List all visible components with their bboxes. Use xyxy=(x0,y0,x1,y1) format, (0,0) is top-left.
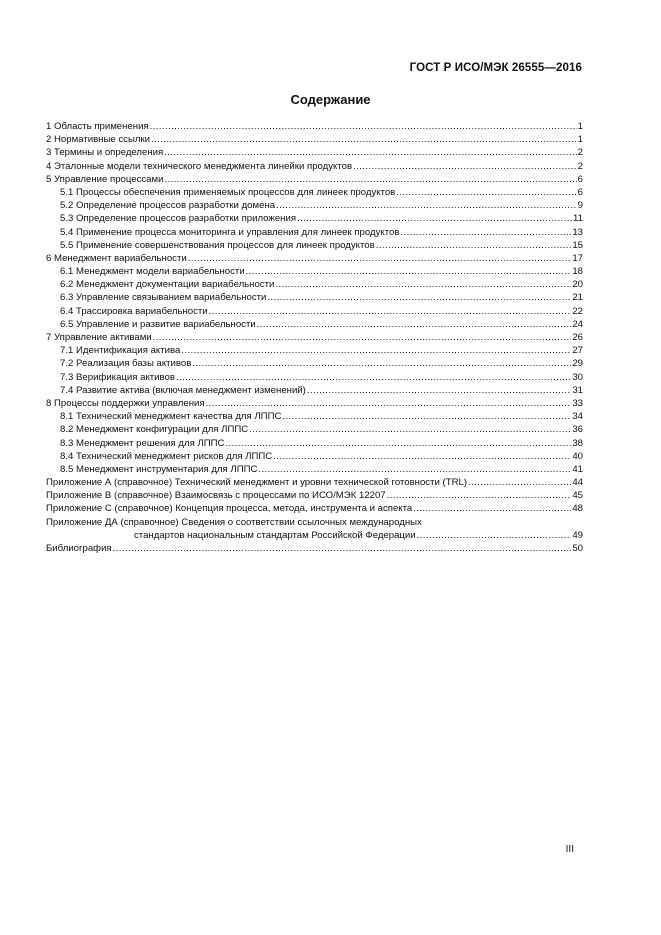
toc-entry-page: 11 xyxy=(573,213,583,225)
toc-entry-page: 20 xyxy=(572,279,583,291)
toc-entry-page: 48 xyxy=(572,503,583,515)
toc-entry-title: 6.3 Управление связыванием вариабельности xyxy=(60,292,267,304)
toc-dot-leader xyxy=(276,199,577,212)
toc-entry-title: 7.3 Верификация активов xyxy=(60,371,175,383)
toc-dot-leader xyxy=(246,265,572,278)
toc-entry[interactable] xyxy=(46,331,583,344)
toc-entry-page: 1 xyxy=(577,134,583,146)
document-code: ГОСТ Р ИСО/МЭК 26555—2016 xyxy=(409,62,582,74)
toc-entry-page: 24 xyxy=(572,318,583,330)
toc-entry[interactable] xyxy=(46,384,583,397)
toc-entry-page: 34 xyxy=(572,411,583,423)
toc-dot-leader xyxy=(417,529,572,542)
toc-entry-appendix-da-line1[interactable] xyxy=(46,516,583,529)
toc-dot-leader xyxy=(153,331,572,344)
toc-entry[interactable] xyxy=(46,291,583,304)
toc-entry-page: 44 xyxy=(572,477,583,489)
toc-entry[interactable] xyxy=(46,397,583,410)
toc-dot-leader xyxy=(225,437,571,450)
toc-entry-page: 45 xyxy=(572,490,583,502)
toc-entry-title: 8.1 Технический менеджмент качества для ЛППС xyxy=(60,411,282,423)
toc-entry-page: 9 xyxy=(577,200,583,212)
toc-entry-title: Приложение ДА (справочное) Сведения о соответствии ссылочных международных xyxy=(46,516,422,528)
toc-entry-page: 6 xyxy=(577,173,583,185)
toc-dot-leader xyxy=(468,476,571,489)
toc-entry-page: 22 xyxy=(572,305,583,317)
toc-dot-leader xyxy=(400,226,571,239)
toc-entry-title: Приложение С (справочное) Концепция процесса, метода, инструмента и аспекта xyxy=(46,503,413,515)
toc-entry-title: 4 Эталонные модели технического менеджмента линейки продуктов xyxy=(46,160,353,172)
toc-entry[interactable] xyxy=(46,265,583,278)
toc-entry-title: 5.1 Процессы обеспечения применяемых процессов для линеек продуктов xyxy=(60,186,396,198)
toc-entry[interactable] xyxy=(46,305,583,318)
toc-entry[interactable] xyxy=(46,252,583,265)
toc-dot-leader xyxy=(151,133,577,146)
toc-entry-title: Приложение А (справочное) Технический менеджмент и уровни технической готовности (TRL) xyxy=(46,477,468,489)
toc-dot-leader xyxy=(396,186,576,199)
toc-entry-title: 8 Процессы поддержки управления xyxy=(46,397,205,409)
toc-dot-leader xyxy=(413,502,571,515)
toc-entry-title: 5.4 Применение процесса мониторинга и управления для линеек продуктов xyxy=(60,226,400,238)
toc-dot-leader xyxy=(181,344,571,357)
toc-entry[interactable] xyxy=(46,133,583,146)
toc-entry-title: Библиография xyxy=(46,543,112,554)
toc-entry[interactable] xyxy=(46,410,583,423)
toc-dot-leader xyxy=(188,252,572,265)
toc-entry[interactable] xyxy=(46,173,583,186)
toc-dot-leader xyxy=(150,120,577,133)
toc-entry[interactable] xyxy=(46,423,583,436)
toc-entry[interactable] xyxy=(46,146,583,159)
toc-entry-page: 36 xyxy=(572,424,583,436)
toc-title: Содержание xyxy=(290,92,371,107)
toc-dot-leader xyxy=(387,489,572,502)
toc-entry-title: стандартов национальным стандартам Российской Федерации xyxy=(134,529,416,541)
toc-dot-leader xyxy=(258,463,571,476)
toc-dot-leader xyxy=(273,450,571,463)
page-number: III xyxy=(565,844,574,855)
toc-entry[interactable] xyxy=(46,357,583,370)
toc-dot-leader xyxy=(164,146,576,159)
toc-entry[interactable] xyxy=(46,344,583,357)
toc-entry-title: 1 Область применения xyxy=(46,121,149,132)
toc-entry[interactable] xyxy=(46,120,583,133)
toc-entry[interactable] xyxy=(46,186,583,199)
toc-dot-leader xyxy=(209,305,572,318)
toc-entry-page: 29 xyxy=(572,358,583,370)
toc-entry[interactable] xyxy=(46,160,583,173)
toc-entry-title: 8.4 Технический менеджмент рисков для ЛППС xyxy=(60,450,273,462)
toc-entry-title: 7 Управление активами xyxy=(46,332,152,343)
toc-entry-page: 26 xyxy=(572,332,583,343)
toc-dot-leader xyxy=(267,291,571,304)
toc-entry[interactable] xyxy=(46,463,583,476)
toc-entry-page: 15 xyxy=(572,239,583,251)
toc-entry-title: Приложение В (справочное) Взаимосвязь с процессами по ИСО/МЭК 12207 xyxy=(46,490,386,502)
toc-entry[interactable] xyxy=(46,450,583,463)
toc-entry-page: 21 xyxy=(572,292,583,304)
toc-entry-page: 38 xyxy=(572,437,583,449)
toc-dot-leader xyxy=(353,160,577,173)
toc-entry-title: 5.3 Определение процессов разработки приложения xyxy=(60,213,297,225)
toc-entry-page: 17 xyxy=(572,252,583,264)
toc-entry[interactable] xyxy=(46,318,583,331)
toc-entry-title: 8.5 Менеджмент инструментария для ЛППС xyxy=(60,463,258,475)
toc-entry-title: 7.2 Реализация базы активов xyxy=(60,358,192,370)
toc-dot-leader xyxy=(376,239,572,252)
table-of-contents xyxy=(46,120,583,555)
toc-entry-title: 6.2 Менеджмент документации вариабельности xyxy=(60,279,275,291)
toc-entry[interactable] xyxy=(46,489,583,502)
toc-entry[interactable] xyxy=(46,199,583,212)
toc-entry-page: 41 xyxy=(572,463,583,475)
toc-entry[interactable] xyxy=(46,226,583,239)
toc-entry-title: 6.1 Менеджмент модели вариабельности xyxy=(60,266,245,278)
toc-entry-title: 6 Менеджмент вариабельности xyxy=(46,252,187,264)
toc-entry-title: 6.5 Управление и развитие вариабельности xyxy=(60,318,256,330)
toc-entry[interactable] xyxy=(46,502,583,515)
toc-dot-leader xyxy=(282,410,571,423)
toc-entry-page: 31 xyxy=(572,384,583,396)
toc-entry-title: 8.2 Менеджмент конфигурации для ЛППС xyxy=(60,424,249,436)
toc-entry-title: 8.3 Менеджмент решения для ЛППС xyxy=(60,437,225,449)
toc-dot-leader xyxy=(164,173,576,186)
toc-entry-page: 30 xyxy=(572,371,583,383)
toc-dot-leader xyxy=(297,212,572,225)
toc-entry-title: 5.2 Определение процессов разработки домена xyxy=(60,200,276,212)
toc-dot-leader xyxy=(192,357,571,370)
toc-dot-leader xyxy=(307,384,571,397)
toc-entry[interactable] xyxy=(46,437,583,450)
toc-entry[interactable] xyxy=(46,476,583,489)
toc-entry-page: 1 xyxy=(577,121,583,132)
toc-entry-page: 6 xyxy=(577,186,583,198)
toc-entry-title: 3 Термины и определения xyxy=(46,147,164,159)
toc-entry[interactable] xyxy=(46,371,583,384)
toc-entry-page: 27 xyxy=(572,345,583,357)
toc-entry-page: 13 xyxy=(572,226,583,238)
toc-entry[interactable] xyxy=(46,212,583,225)
toc-entry-page: 2 xyxy=(577,160,583,172)
toc-entry-title: 6.4 Трассировка вариабельности xyxy=(60,305,208,317)
toc-entry-page: 2 xyxy=(577,147,583,159)
toc-dot-leader xyxy=(257,318,572,331)
toc-dot-leader xyxy=(113,542,572,555)
toc-dot-leader xyxy=(275,278,571,291)
toc-dot-leader xyxy=(176,371,571,384)
toc-entry-title: 7.4 Развитие актива (включая менеджмент изменений) xyxy=(60,384,306,396)
toc-entry-title: 2 Нормативные ссылки xyxy=(46,134,151,146)
toc-entry-page: 49 xyxy=(572,529,583,541)
toc-entry-page: 50 xyxy=(572,543,583,554)
toc-entry[interactable] xyxy=(46,278,583,291)
toc-dot-leader xyxy=(249,423,571,436)
toc-entry-title: 5.5 Применение совершенствования процессов для линеек продуктов xyxy=(60,239,375,251)
toc-entry-title: 5 Управление процессами xyxy=(46,173,164,185)
toc-entry-title: 7.1 Идентификация актива xyxy=(60,345,181,357)
toc-entry-page: 33 xyxy=(572,397,583,409)
toc-entry-appendix-da-line2[interactable] xyxy=(46,529,583,542)
toc-entry[interactable] xyxy=(46,239,583,252)
toc-entry-page: 18 xyxy=(572,266,583,278)
toc-entry-page: 40 xyxy=(572,450,583,462)
toc-entry-bibliography[interactable] xyxy=(46,542,583,555)
toc-dot-leader xyxy=(206,397,572,410)
